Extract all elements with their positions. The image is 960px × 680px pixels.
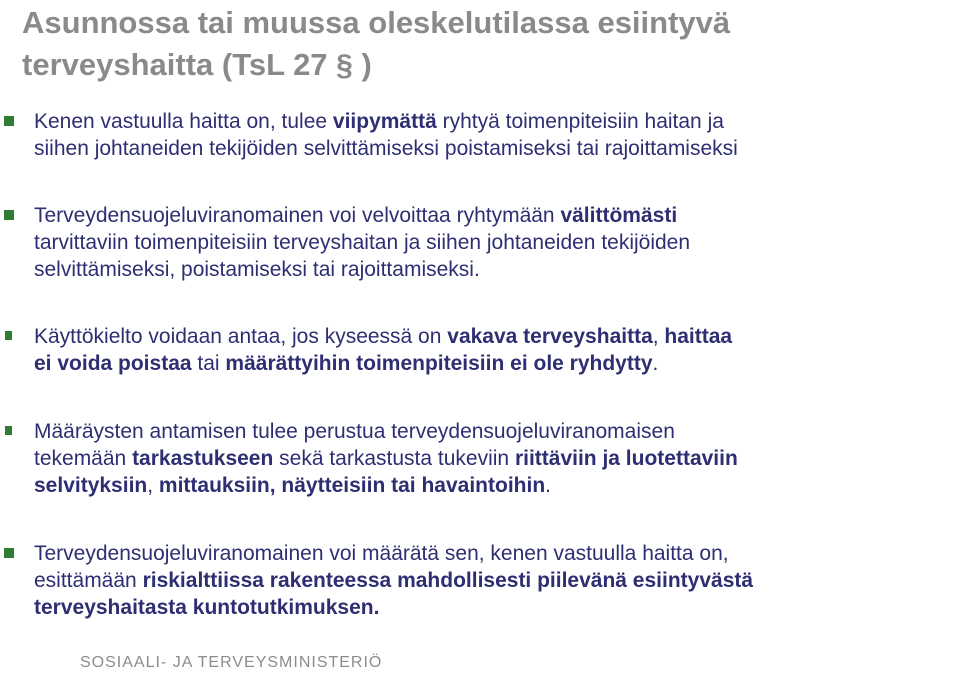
bullet-text-4 — [34, 418, 924, 499]
text-segment: Kenen vastuulla haitta on, tulee — [34, 110, 333, 133]
text-segment: tai — [191, 352, 226, 375]
bullet-text-5 — [34, 540, 924, 621]
bold-text-segment: viipymättä — [332, 110, 437, 133]
square-bullet-icon — [4, 548, 14, 558]
bold-text-segment: terveyshaitasta kuntotutkimuksen. — [34, 596, 380, 619]
section-sign: § — [336, 49, 353, 82]
slide-title-text: terveyshaitta (TsL 27 — [22, 47, 337, 82]
slide-title-close: ) — [352, 47, 372, 82]
bullet-text-3 — [34, 323, 924, 377]
square-bullet-icon — [4, 210, 14, 220]
slide-title-line-2 — [22, 44, 942, 87]
square-bullet-icon — [5, 331, 12, 340]
ministry-logo-text: SOSIAALI- JA TERVEYSMINISTERIÖ — [80, 654, 383, 671]
text-segment: ryhtyä toimenpiteisiin haitan ja — [436, 110, 724, 133]
bullet-text-1 — [34, 108, 924, 162]
text-segment: esittämään — [34, 569, 143, 592]
square-bullet-icon — [4, 116, 14, 126]
text-segment: tekemään — [34, 447, 133, 470]
text-segment: siihen johtaneiden tekijöiden selvittämiseksi poistamiseksi tai rajoittamiseksi — [34, 137, 738, 160]
text-segment: , — [652, 325, 665, 348]
text-segment: , — [147, 474, 159, 497]
bold-text-segment: vakava terveyshaitta — [447, 325, 653, 348]
bold-text-segment: tarkastukseen — [132, 447, 274, 470]
bold-text-segment: riskialttiissa rakenteessa mahdollisesti piilevänä esiintyvästä — [142, 569, 754, 592]
bold-text-segment: haittaa — [664, 325, 733, 348]
slide-title — [22, 2, 942, 87]
bold-text-segment: riittäviin ja luotettaviin — [514, 447, 738, 470]
text-segment: Terveydensuojeluviranomainen voi velvoittaa ryhtymään — [34, 204, 561, 227]
text-segment: . — [652, 352, 659, 375]
bold-text-segment: mittauksiin, näytteisiin tai havaintoihin — [158, 474, 546, 497]
text-segment: tarvittaviin toimenpiteisiin terveyshaitan ja siihen johtaneiden tekijöiden — [34, 231, 691, 254]
bold-text-segment: ei voida poistaa — [34, 352, 192, 375]
square-bullet-icon — [5, 426, 12, 435]
text-segment: . — [545, 474, 551, 497]
text-segment: Terveydensuojeluviranomainen voi määrätä sen, kenen vastuulla haitta on, — [34, 542, 729, 565]
bold-text-segment: välittömästi — [560, 204, 678, 227]
text-segment: Käyttökielto voidaan antaa, jos kyseessä on — [34, 325, 448, 348]
text-segment: sekä tarkastusta tukeviin — [273, 447, 515, 470]
text-segment: selvittämiseksi, poistamiseksi tai rajoittamiseksi. — [34, 258, 480, 281]
text-segment: Määräysten antamisen tulee perustua terveydensuojeluviranomaisen — [34, 420, 675, 443]
bold-text-segment: määrättyihin toimenpiteisiin ei ole ryhdytty — [225, 352, 653, 375]
bullet-text-2 — [34, 202, 924, 283]
slide-title-line-1: Asunnossa tai muussa oleskelutilassa esiintyvä — [22, 5, 731, 40]
bold-text-segment: selvityksiin — [34, 474, 148, 497]
